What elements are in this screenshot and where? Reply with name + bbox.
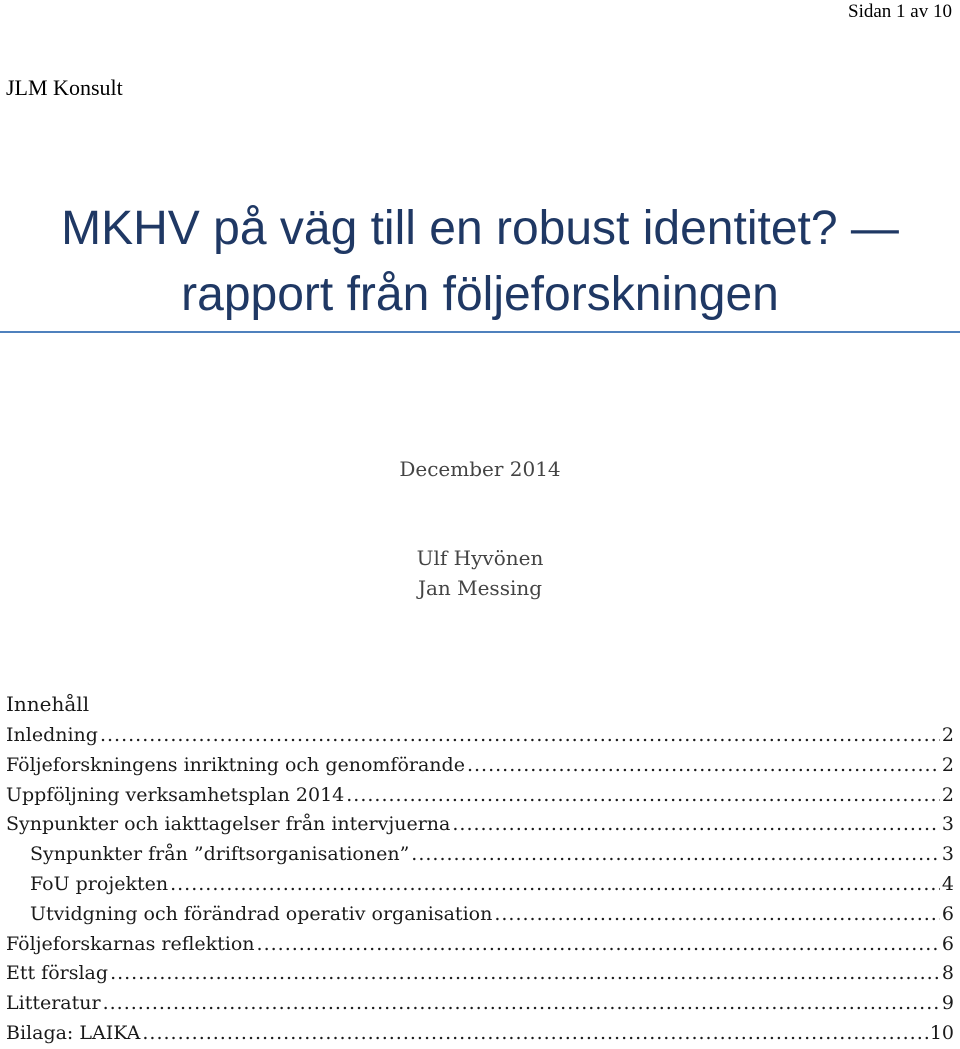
- title-line-1: MKHV på väg till en robust identitet? —: [61, 202, 899, 255]
- company-name: JLM Konsult: [6, 75, 123, 100]
- toc-entry-page: 9: [941, 992, 954, 1015]
- toc-entry-uppfoljning-verksamhetsplan[interactable]: [6, 781, 954, 811]
- toc-entry-label: Följeforskningens inriktning och genomförande: [6, 753, 465, 776]
- toc-entry-label: Inledning: [6, 724, 98, 746]
- toc-leader-dots: [452, 810, 940, 840]
- toc-entry-label: Ett förslag: [6, 962, 109, 985]
- author-1: Ulf Hyvönen: [416, 546, 544, 570]
- toc-entry-synpunkter-intervjuerna[interactable]: [6, 810, 954, 840]
- toc-entry-label: Bilaga: LAIKA: [6, 1021, 141, 1044]
- toc-leader-dots: [103, 989, 940, 1019]
- toc-entry-label: FoU projekten: [30, 872, 169, 895]
- toc-entry-fou-projekten[interactable]: [6, 870, 954, 900]
- toc-entry-label: Uppföljning verksamhetsplan 2014: [6, 783, 345, 806]
- author-2: Jan Messing: [417, 576, 543, 600]
- toc-entry-bilaga-laika[interactable]: [6, 1019, 954, 1049]
- toc-leader-dots: [110, 959, 940, 989]
- toc-entry-ett-forslag[interactable]: [6, 959, 954, 989]
- toc-entry-page: 2: [941, 724, 954, 746]
- toc-entry-page: 3: [941, 843, 954, 866]
- title-line-2: rapport från följeforskningen: [181, 268, 779, 321]
- toc-leader-dots: [257, 930, 940, 960]
- toc-leader-dots: [411, 840, 940, 870]
- toc-entry-label: Utvidgning och förändrad operativ organisation: [30, 902, 493, 925]
- toc-entry-foljeforskarnas-reflektion[interactable]: [6, 930, 954, 960]
- toc-entry-page: 8: [941, 962, 954, 985]
- toc-leader-dots: [142, 1019, 927, 1049]
- document-date: December 2014: [399, 457, 561, 481]
- title-underline: [0, 331, 960, 333]
- toc-entry-page: 10: [929, 1021, 954, 1044]
- toc-entry-label: Synpunkter och iakttagelser från intervjuerna: [6, 813, 451, 836]
- toc-entry-page: 3: [941, 813, 954, 836]
- toc-entry-page: 2: [941, 753, 954, 776]
- table-of-contents: [6, 721, 954, 1049]
- toc-leader-dots: [494, 900, 940, 930]
- toc-entry-litteratur[interactable]: [6, 989, 954, 1019]
- toc-entry-utvidgning[interactable]: [6, 900, 954, 930]
- toc-entry-label: Litteratur: [6, 992, 101, 1015]
- toc-leader-dots: [467, 751, 940, 781]
- toc-leader-dots: [100, 721, 940, 751]
- toc-entry-page: 2: [941, 783, 954, 806]
- toc-entry-page: 6: [941, 902, 954, 925]
- toc-leader-dots: [170, 870, 940, 900]
- page-indicator: Sidan 1 av 10: [848, 1, 952, 22]
- toc-entry-inledning[interactable]: [6, 721, 954, 751]
- toc-entry-page: 6: [941, 932, 954, 955]
- document-title: [0, 196, 960, 342]
- toc-entry-label: Synpunkter från ”driftsorganisationen”: [30, 843, 410, 866]
- toc-entry-foljeforskningens-inriktning[interactable]: [6, 751, 954, 781]
- toc-entry-label: Följeforskarnas reflektion: [6, 932, 255, 955]
- toc-entry-driftsorganisationen[interactable]: [6, 840, 954, 870]
- toc-heading: Innehåll: [6, 692, 90, 716]
- toc-leader-dots: [346, 781, 940, 811]
- toc-entry-page: 4: [941, 872, 954, 895]
